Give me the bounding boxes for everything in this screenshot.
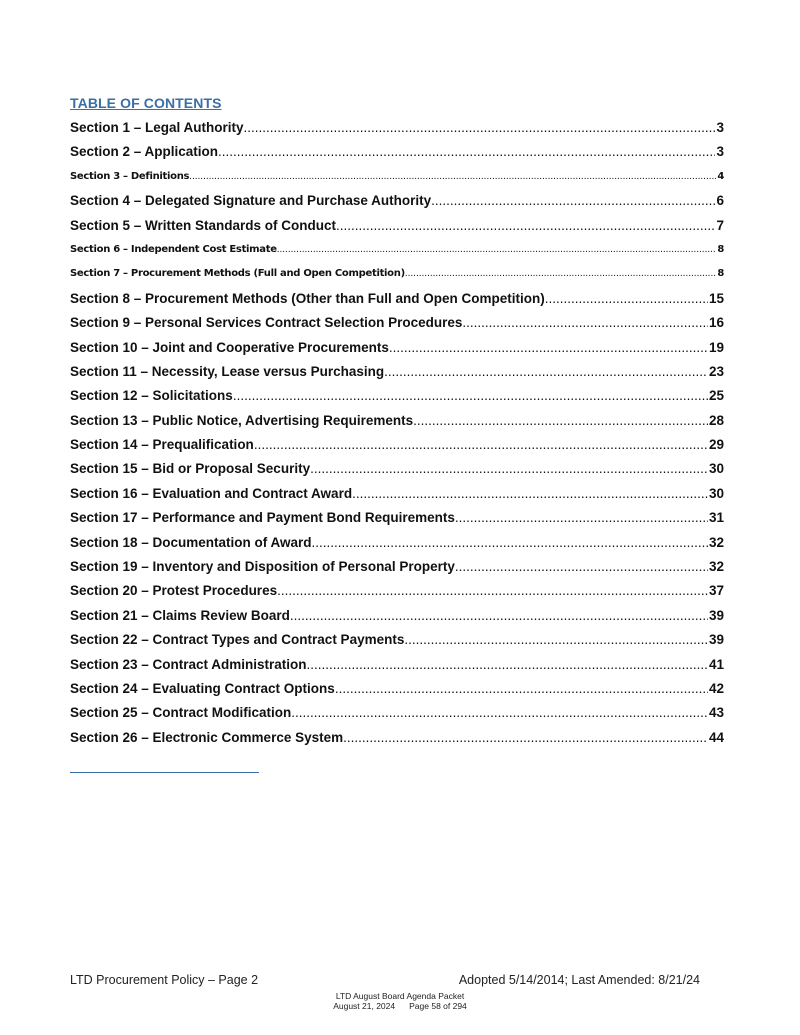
- toc-entry-page: 8: [717, 243, 724, 255]
- toc-entry-section-12[interactable]: [70, 385, 724, 409]
- dot-leader: [277, 239, 717, 261]
- dot-leader: [404, 629, 708, 651]
- agenda-packet-page: Page 58 of 294: [409, 1001, 467, 1011]
- toc-entry-section-10[interactable]: [70, 337, 724, 361]
- toc-entry-title: Section 11 – Necessity, Lease versus Purchasing: [70, 363, 385, 379]
- toc-entry-title: Section 24 – Evaluating Contract Options: [70, 680, 335, 696]
- toc-entry-page: 8: [717, 268, 724, 280]
- toc-entry-page: 25: [708, 388, 724, 404]
- dot-leader: [291, 702, 708, 724]
- agenda-packet-date-line: [0, 1001, 800, 1011]
- footer-page-label: LTD Procurement Policy – Page 2: [70, 973, 259, 987]
- toc-entry-section-4[interactable]: [70, 190, 724, 214]
- footer-adoption-date: Adopted 5/14/2014; Last Amended: 8/21/24: [458, 973, 700, 987]
- agenda-packet-stamp: LTD August Board Agenda Packet: [335, 991, 465, 1001]
- toc-entry-page: 6: [716, 193, 724, 209]
- toc-entry-section-20[interactable]: [70, 580, 724, 604]
- toc-entry-title: Section 16 – Evaluation and Contract Award: [70, 485, 353, 501]
- toc-entry-page: 32: [708, 559, 724, 575]
- toc-entry-page: 42: [708, 680, 724, 696]
- dot-leader: [244, 117, 716, 139]
- toc-entry-page: 44: [708, 729, 724, 745]
- dot-leader: [405, 263, 716, 285]
- dot-leader: [310, 458, 708, 480]
- toc-entry-page: 4: [717, 170, 724, 182]
- toc-entry-section-8[interactable]: [70, 288, 724, 312]
- toc-entry-page: 19: [708, 339, 724, 355]
- toc-entry-title: Section 17 – Performance and Payment Bond Requirements: [70, 510, 455, 526]
- dot-leader: [254, 434, 708, 456]
- dot-leader: [218, 141, 715, 163]
- toc-entry-title: Section 2 – Application: [70, 144, 219, 160]
- dot-leader: [335, 678, 708, 700]
- toc-entry-section-24[interactable]: [70, 678, 724, 702]
- toc-entry-section-16[interactable]: [70, 483, 724, 507]
- dot-leader: [389, 337, 708, 359]
- dot-leader: [336, 215, 715, 237]
- footnote-separator: [70, 772, 259, 773]
- toc-entry-title: Section 25 – Contract Modification: [70, 705, 292, 721]
- toc-entry-section-19[interactable]: [70, 556, 724, 580]
- toc-entry-page: 15: [708, 290, 724, 306]
- toc-entry-section-17[interactable]: [70, 507, 724, 531]
- toc-entry-page: 31: [708, 510, 724, 526]
- toc-entry-title: Section 5 – Written Standards of Conduct: [70, 217, 337, 233]
- toc-entry-section-15[interactable]: [70, 458, 724, 482]
- dot-leader: [413, 410, 708, 432]
- toc-entry-page: 37: [708, 583, 724, 599]
- toc-entry-title: Section 12 – Solicitations: [70, 388, 233, 404]
- toc-entry-title: Section 10 – Joint and Cooperative Procurements: [70, 339, 389, 355]
- dot-leader: [307, 654, 708, 676]
- toc-entry-title: Section 22 – Contract Types and Contract Payments: [70, 632, 405, 648]
- dot-leader: [545, 288, 708, 310]
- toc-entry-title: Section 19 – Inventory and Disposition of Personal Property: [70, 559, 455, 575]
- toc-list: [70, 117, 724, 751]
- toc-entry-page: 39: [708, 607, 724, 623]
- toc-entry-page: 43: [708, 705, 724, 721]
- toc-entry-section-13[interactable]: [70, 410, 724, 434]
- dot-leader: [352, 483, 708, 505]
- toc-entry-section-23[interactable]: [70, 654, 724, 678]
- toc-entry-title: Section 26 – Electronic Commerce System: [70, 729, 344, 745]
- toc-entry-page: 3: [716, 120, 724, 135]
- toc-entry-title: Section 1 – Legal Authority: [70, 120, 244, 135]
- toc-entry-section-3[interactable]: [70, 166, 724, 190]
- toc-entry-section-11[interactable]: [70, 361, 724, 385]
- toc-entry-page: 32: [708, 534, 724, 550]
- dot-leader: [462, 312, 708, 334]
- toc-entry-section-22[interactable]: [70, 629, 724, 653]
- toc-entry-section-9[interactable]: [70, 312, 724, 336]
- toc-entry-title: Section 7 – Procurement Methods (Full and Open Competition): [70, 268, 405, 280]
- dot-leader: [290, 605, 708, 627]
- toc-entry-title: Section 9 – Personal Services Contract Selection Procedures: [70, 315, 463, 331]
- toc-entry-page: 39: [708, 632, 724, 648]
- toc-entry-page: 41: [708, 656, 724, 672]
- toc-entry-title: Section 15 – Bid or Proposal Security: [70, 461, 311, 477]
- dot-leader: [312, 532, 708, 554]
- toc-entry-page: 30: [708, 485, 724, 501]
- toc-entry-section-6[interactable]: [70, 239, 724, 263]
- toc-entry-page: 7: [716, 217, 724, 233]
- toc-entry-section-5[interactable]: [70, 215, 724, 239]
- toc-heading: TABLE OF CONTENTS: [70, 95, 222, 111]
- toc-entry-page: 28: [708, 412, 724, 428]
- dot-leader: [189, 166, 716, 188]
- dot-leader: [277, 580, 708, 602]
- toc-entry-title: Section 8 – Procurement Methods (Other than Full and Open Competition): [70, 290, 545, 306]
- toc-entry-section-25[interactable]: [70, 702, 724, 726]
- toc-entry-page: 16: [708, 315, 724, 331]
- toc-entry-title: Section 18 – Documentation of Award: [70, 534, 312, 550]
- toc-entry-title: Section 21 – Claims Review Board: [70, 607, 290, 623]
- toc-entry-page: 23: [708, 363, 724, 379]
- toc-entry-page: 3: [716, 144, 724, 160]
- toc-entry-page: 29: [708, 437, 724, 453]
- dot-leader: [384, 361, 708, 383]
- dot-leader: [431, 190, 715, 212]
- dot-leader: [233, 385, 708, 407]
- toc-entry-section-2[interactable]: [70, 141, 724, 165]
- agenda-packet-date: August 21, 2024: [333, 1001, 396, 1011]
- toc-entry-title: Section 13 – Public Notice, Advertising Requirements: [70, 412, 414, 428]
- toc-entry-title: Section 6 – Independent Cost Estimate: [70, 243, 277, 255]
- toc-entry-section-14[interactable]: [70, 434, 724, 458]
- toc-entry-section-1[interactable]: [70, 117, 724, 141]
- toc-entry-title: Section 3 – Definitions: [70, 170, 190, 182]
- toc-entry-title: Section 20 – Protest Procedures: [70, 583, 278, 599]
- toc-entry-title: Section 23 – Contract Administration: [70, 656, 307, 672]
- toc-entry-page: 30: [708, 461, 724, 477]
- toc-entry-title: Section 4 – Delegated Signature and Purchase Authority: [70, 193, 432, 209]
- toc-entry-section-18[interactable]: [70, 532, 724, 556]
- toc-entry-section-7[interactable]: [70, 263, 724, 287]
- dot-leader: [343, 727, 708, 749]
- toc-entry-title: Section 14 – Prequalification: [70, 437, 254, 453]
- dot-leader: [455, 556, 708, 578]
- dot-leader: [455, 507, 708, 529]
- toc-entry-section-21[interactable]: [70, 605, 724, 629]
- toc-entry-section-26[interactable]: [70, 727, 724, 751]
